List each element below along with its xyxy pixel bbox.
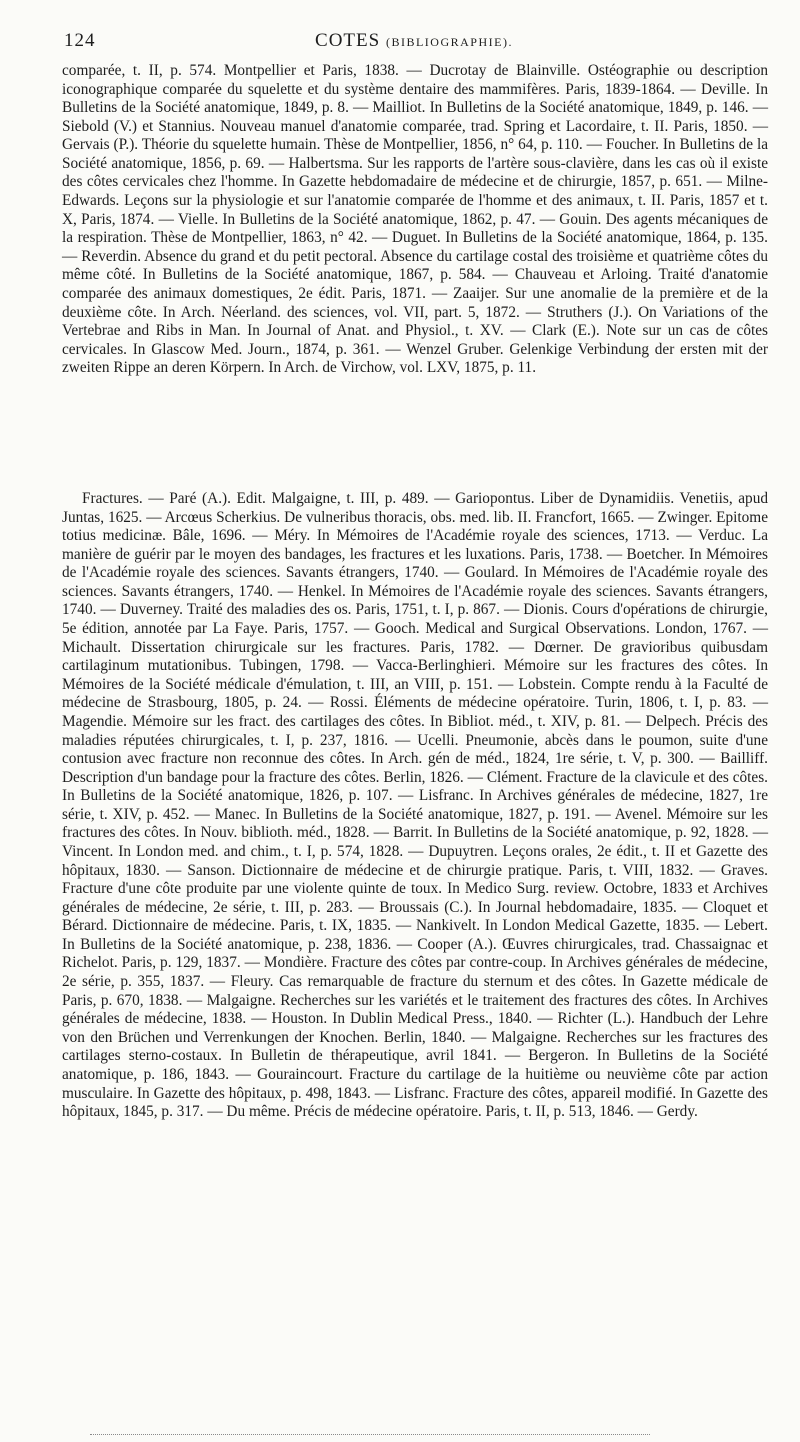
- page-number: 124: [64, 30, 96, 51]
- page-header: [64, 30, 764, 56]
- footer-rule: [90, 1434, 650, 1439]
- running-title-subtitle: (BIBLIOGRAPHIE).: [385, 35, 513, 49]
- bibliography-paragraph-anatomy: comparée, t. II, p. 574. Montpellier et Paris, 1838. — Ducrotay de Blainville. Ostéographie ou description iconographique comparée du squelette et du système dentaire des mammifères. Paris, 1839-1864. — Deville. In Bulletins de la Société anatomique, 1849, p. 8. — Mailliot. In Bulletins de la Société anatomique, 1849, p. 146. — Siebold (V.) et Stannius. Nouveau manuel d'anatomie comparée, trad. Spring et Lacordaire, t. II. Paris, 1850. — Gervais (P.). Théorie du squelette humain. Thèse de Montpellier, 1856, n° 64, p. 110. — Foucher. In Bulletins de la Société anatomique, 1856, p. 69. — Halbertsma. Sur les rapports de l'artère sous-clavière, dans les cas où il existe des côtes cervicales chez l'homme. In Gazette hebdomadaire de médecine et de chirurgie, 1857, p. 651. — Milne-Edwards. Leçons sur la physiologie et sur l'anatomie comparée de l'homme et des animaux, t. II. Paris, 1857 et t. X, Paris, 1874. — Vielle. In Bulletins de la Société anatomique, 1862, p. 47. — Gouin. Des agents mécaniques de la respiration. Thèse de Montpellier, 1863, n° 42. — Duguet. In Bulletins de la Société anatomique, 1864, p. 135. — Reverdin. Absence du grand et du petit pectoral. Absence du cartilage costal des troisième et quatrième côtes du même côté. In Bulletins de la Société anatomique, 1867, p. 584. — Chauveau et Arloing. Traité d'anatomie comparée des animaux domestiques, 2e édit. Paris, 1871. — Zaaijer. Sur une anomalie de la première et de la deuxième côte. In Arch. Néerland. des sciences, vol. VII, part. 5, 1872. — Struthers (J.). On Variations of the Vertebrae and Ribs in Man. In Journal of Anat. and Physiol., t. XV. — Clark (E.). Note sur un cas de côtes cervicales. In Glascow Med. Journ., 1874, p. 361. — Wenzel Gruber. Gelenkige Verbindung der ersten mit der zweiten Rippe an deren Körpern. In Arch. de Virchow, vol. LXV, 1875, p. 11.: [62, 62, 768, 377]
- running-title-main: COTES: [315, 30, 381, 51]
- running-title: [64, 30, 764, 52]
- bibliography-paragraph-fractures: Fractures. — Paré (A.). Edit. Malgaigne, t. III, p. 489. — Gariopontus. Liber de Dynamidiis. Venetiis, apud Juntas, 1625. — Arcœus Scherkius. De vulneribus thoracis, obs. med. lib. II. Francfort, 1665. — Zwinger. Epitome totius medicinæ. Bâle, 1696. — Méry. In Mémoires de l'Académie royale des sciences, 1713. — Verduc. La manière de guérir par le moyen des bandages, les fractures et les luxations. Paris, 1738. — Boetcher. In Mémoires de l'Académie royale des sciences. Savants étrangers, 1740. — Goulard. In Mémoires de l'Académie royale des sciences. Savants étrangers, 1740. — Henkel. In Mémoires de l'Académie royale des sciences. Savants étrangers, 1740. — Duverney. Traité des maladies des os. Paris, 1751, t. I, p. 867. — Dionis. Cours d'opérations de chirurgie, 5e édition, annotée par La Faye. Paris, 1757. — Gooch. Medical and Surgical Observations. London, 1767. — Michault. Dissertation chirurgicale sur les fractures. Paris, 1782. — Dœrner. De gravioribus quibusdam cartilaginum mutationibus. Tubingen, 1798. — Vacca-Berlinghieri. Mémoire sur les fractures des côtes. In Mémoires de la Société médicale d'émulation, t. III, an VIII, p. 151. — Lobstein. Compte rendu à la Faculté de médecine de Strasbourg, 1805, p. 24. — Rossi. Éléments de médecine opératoire. Turin, 1806, t. I, p. 83. — Magendie. Mémoire sur les fract. des cartilages des côtes. In Bibliot. méd., t. XIV, p. 81. — Delpech. Précis des maladies réputées chirurgicales, t. I, p. 237, 1816. — Ucelli. Pneumonie, abcès dans le poumon, suite d'une contusion avec fracture non reconnue des côtes. In Arch. gén de méd., 1824, 1re série, t. V, p. 300. — Bailliff. Description d'un bandage pour la fracture des côtes. Berlin, 1826. — Clément. Fracture de la clavicule et des côtes. In Bulletins de la Société anatomique, 1826, p. 107. — Lisfranc. In Archives générales de médecine, 1827, 1re série, t. XIV, p. 452. — Manec. In Bulletins de la Société anatomique, 1827, p. 191. — Avenel. Mémoire sur les fractures des côtes. In Nouv. biblioth. méd., 1828. — Barrit. In Bulletins de la Société anatomique, p. 92, 1828. — Vincent. In London med. and chim., t. I, p. 574, 1828. — Dupuytren. Leçons orales, 2e édit., t. II et Gazette des hôpitaux, 1830. — Sanson. Dictionnaire de médecine et de chirurgie pratique. Paris, t. VIII, 1832. — Graves. Fracture d'une côte produite par une violente quinte de toux. In Medico Surg. review. Octobre, 1833 et Archives générales de médecine, 2e série, t. III, p. 283. — Broussais (C.). In Journal hebdomadaire, 1835. — Cloquet et Bérard. Dictionnaire de médecine. Paris, t. IX, 1835. — Nankivelt. In London Medical Gazette, 1835. — Lebert. In Bulletins de la Société anatomique, p. 238, 1836. — Cooper (A.). Œuvres chirurgicales, trad. Chassaignac et Richelot. Paris, p. 129, 1837. — Mondière. Fracture des côtes par contre-coup. In Archives générales de médecine, 2e série, p. 355, 1837. — Fleury. Cas remarquable de fracture du sternum et des côtes. In Gazette médicale de Paris, p. 670, 1838. — Malgaigne. Recherches sur les variétés et le traitement des fractures des côtes. In Archives générales de médecine, 1838. — Houston. In Dublin Medical Press., 1840. — Richter (L.). Handbuch der Lehre von den Brüchen und Verrenkungen der Knochen. Berlin, 1840. — Malgaigne. Recherches sur les fractures des cartilages sterno-costaux. In Bulletin de thérapeutique, avril 1841. — Bergeron. In Bulletins de la Société anatomique, p. 186, 1843. — Gouraincourt. Fracture du cartilage de la huitième ou neuvième côte par action musculaire. In Gazette des hôpitaux, p. 498, 1843. — Lisfranc. Fracture des côtes, appareil modifié. In Gazette des hôpitaux, 1845, p. 317. — Du même. Précis de médecine opératoire. Paris, t. II, p. 513, 1846. — Gerdy.: [62, 490, 768, 1121]
